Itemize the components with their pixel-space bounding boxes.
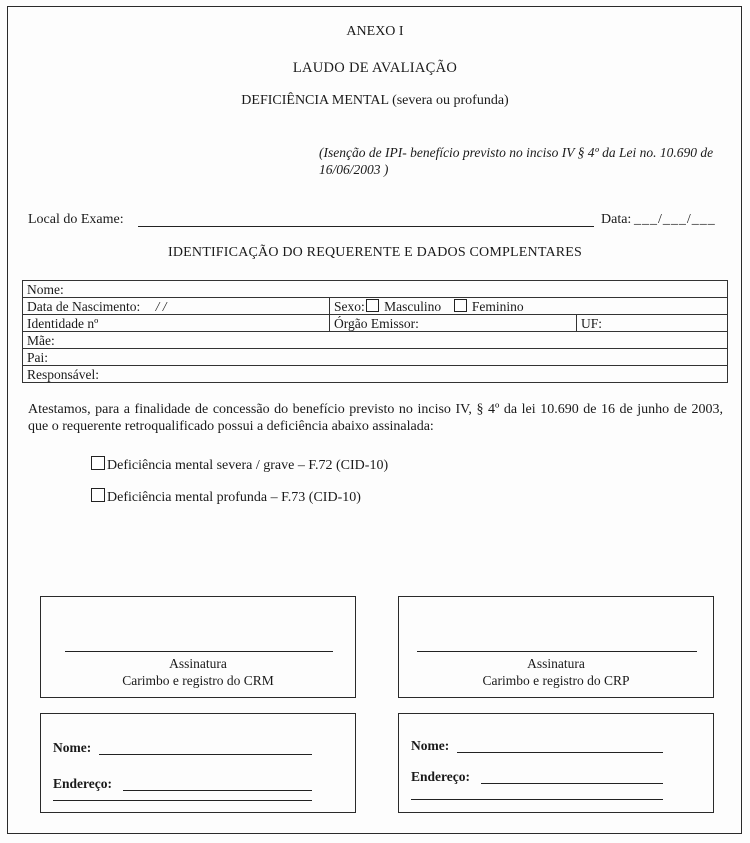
crm-signature-box[interactable] xyxy=(40,596,356,698)
legal-reference: (Isenção de IPI- benefício previsto no inciso IV § 4º da Lei no. 10.690 de 16/06/2003 ) xyxy=(319,145,714,177)
id-number-label: Identidade nº xyxy=(27,316,99,331)
form-title: LAUDO DE AVALIAÇÃO xyxy=(292,60,458,76)
crp-address-field[interactable] xyxy=(481,783,663,784)
male-label: Masculino xyxy=(384,299,442,314)
table-row xyxy=(23,298,728,315)
exam-location-field[interactable] xyxy=(138,226,594,227)
crm-signature-line xyxy=(65,651,333,652)
crm-address-field-2[interactable] xyxy=(53,800,312,801)
crm-stamp-label: Carimbo e registro do CRM xyxy=(122,673,274,688)
crp-name-label: Nome: xyxy=(411,738,450,753)
table-row xyxy=(23,315,728,332)
form-subtitle: DEFICIÊNCIA MENTAL (severa ou profunda) xyxy=(241,93,509,108)
identification-table xyxy=(22,280,728,383)
exam-date-label: Data: xyxy=(601,212,632,227)
crm-address-label: Endereço: xyxy=(53,776,112,791)
crp-signature-box[interactable] xyxy=(398,596,714,698)
table-row xyxy=(23,366,728,383)
exam-location-label: Local do Exame: xyxy=(28,212,124,227)
crm-name-field[interactable] xyxy=(99,754,312,755)
profound-label: Deficiência mental profunda – F.73 (CID-10) xyxy=(107,490,361,505)
severe-label: Deficiência mental severa / grave – F.72 (CID-10) xyxy=(107,458,389,473)
option-severe xyxy=(90,456,388,474)
issuer-label: Órgão Emissor: xyxy=(334,316,419,331)
father-field[interactable] xyxy=(23,349,728,366)
issuer-field[interactable] xyxy=(330,315,577,332)
sex-field xyxy=(330,298,728,315)
guardian-field[interactable] xyxy=(23,366,728,383)
crp-signature-line xyxy=(417,651,697,652)
guardian-label: Responsável: xyxy=(27,367,99,382)
crp-signature-label: Assinatura xyxy=(527,656,585,671)
sex-label: Sexo: xyxy=(334,299,365,314)
crp-contact-box xyxy=(398,713,714,813)
mother-label: Mãe: xyxy=(27,333,55,348)
table-row xyxy=(23,332,728,349)
statement-text: Atestamos, para a finalidade de concessão do benefício previsto no inciso IV, § 4º da lei 10.690 de 16 de junho de 2003, que o requerente retroqualificado possui a deficiência abaixo assinalada: xyxy=(28,402,723,434)
severe-checkbox[interactable] xyxy=(91,456,105,470)
crm-address-field[interactable] xyxy=(123,790,312,791)
name-field[interactable] xyxy=(23,281,728,298)
table-row xyxy=(23,349,728,366)
crm-signature-label: Assinatura xyxy=(169,656,227,671)
option-profound xyxy=(90,488,361,506)
birthdate-label: Data de Nascimento: xyxy=(27,299,141,314)
annex-label: ANEXO I xyxy=(346,24,404,39)
uf-field[interactable] xyxy=(577,315,728,332)
profound-checkbox[interactable] xyxy=(91,488,105,502)
male-checkbox[interactable] xyxy=(366,299,379,312)
crp-stamp-label: Carimbo e registro do CRP xyxy=(482,673,630,688)
mother-field[interactable] xyxy=(23,332,728,349)
crp-address-field-2[interactable] xyxy=(411,799,663,800)
crp-name-field[interactable] xyxy=(457,752,663,753)
crm-contact-box xyxy=(40,713,356,813)
name-label: Nome: xyxy=(27,282,64,297)
female-checkbox[interactable] xyxy=(454,299,467,312)
father-label: Pai: xyxy=(27,350,49,365)
female-label: Feminino xyxy=(471,299,524,314)
crp-address-label: Endereço: xyxy=(411,769,470,784)
id-number-field[interactable] xyxy=(23,315,330,332)
birthdate-blank: / / xyxy=(155,299,167,314)
exam-date-field[interactable]: ___/___/___ xyxy=(634,212,716,227)
section-title: IDENTIFICAÇÃO DO REQUERENTE E DADOS COMPLENTARES xyxy=(167,245,583,260)
uf-label: UF: xyxy=(581,316,603,331)
table-row xyxy=(23,281,728,298)
crm-name-label: Nome: xyxy=(53,740,92,755)
birthdate-field[interactable] xyxy=(23,298,330,315)
